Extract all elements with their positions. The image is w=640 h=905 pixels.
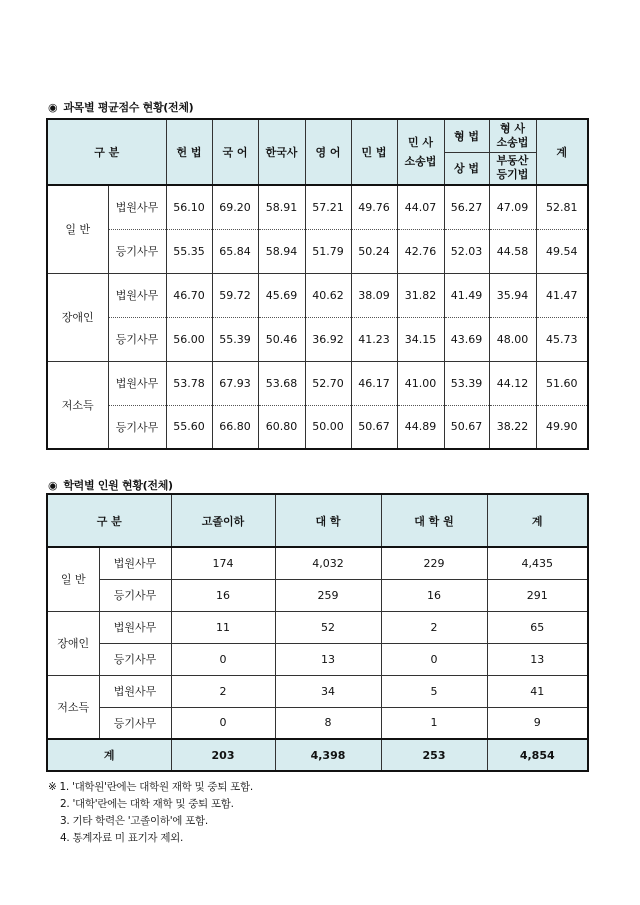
total-cell: 4,398 <box>275 739 381 771</box>
row-type: 등기사무 <box>99 707 171 739</box>
cell: 41 <box>487 675 588 707</box>
cell: 53.39 <box>444 361 489 405</box>
cell: 16 <box>171 579 275 611</box>
cell: 38.09 <box>351 273 397 317</box>
table-row <box>47 273 588 317</box>
cell: 45.69 <box>258 273 305 317</box>
cell: 52 <box>275 611 381 643</box>
header-total: 계 <box>487 494 588 547</box>
header-constitution: 헌 법 <box>166 119 212 185</box>
cell: 36.92 <box>305 317 351 361</box>
section1-title-text: 과목별 평균점수 현황(전체) <box>63 101 194 114</box>
table-row <box>47 229 588 273</box>
cell: 8 <box>275 707 381 739</box>
header-total: 계 <box>536 119 588 185</box>
cell: 55.60 <box>166 405 212 449</box>
group-label: 장애인 <box>47 611 99 675</box>
cell: 65.84 <box>212 229 258 273</box>
table-row <box>47 579 588 611</box>
footnote: 2. '대학'란에는 대학 재학 및 중퇴 포함. <box>60 798 234 810</box>
cell: 44.89 <box>397 405 444 449</box>
table-row <box>47 611 588 643</box>
header-civil-procedure <box>397 119 444 185</box>
cell: 58.94 <box>258 229 305 273</box>
section1-title <box>48 99 193 115</box>
group-label: 저소득 <box>47 361 108 449</box>
header-civil-procedure-line1: 민 사 <box>407 136 434 149</box>
cell: 43.69 <box>444 317 489 361</box>
row-type: 등기사무 <box>99 643 171 675</box>
cell: 42.76 <box>397 229 444 273</box>
cell: 34 <box>275 675 381 707</box>
total-row <box>47 739 588 771</box>
row-type: 등기사무 <box>108 317 166 361</box>
cell: 2 <box>171 675 275 707</box>
cell: 0 <box>171 643 275 675</box>
cell: 2 <box>381 611 487 643</box>
total-cell: 253 <box>381 739 487 771</box>
cell: 46.17 <box>351 361 397 405</box>
cell: 11 <box>171 611 275 643</box>
footnote: 3. 기타 학력은 '고졸이하'에 포함. <box>60 815 208 827</box>
group-label: 일 반 <box>47 547 99 611</box>
cell: 35.94 <box>489 273 536 317</box>
total-cell: 4,854 <box>487 739 588 771</box>
cell: 41.47 <box>536 273 588 317</box>
footnote: 4. 통계자료 미 표기자 제외. <box>60 832 184 844</box>
bullet-icon: ◉ <box>48 479 58 492</box>
cell: 58.91 <box>258 185 305 229</box>
header-graduate-school: 대 학 원 <box>381 494 487 547</box>
cell: 44.12 <box>489 361 536 405</box>
cell: 50.46 <box>258 317 305 361</box>
cell: 38.22 <box>489 405 536 449</box>
header-real-estate-line1: 부동산 <box>496 154 529 168</box>
row-type: 등기사무 <box>99 579 171 611</box>
cell: 60.80 <box>258 405 305 449</box>
cell: 229 <box>381 547 487 579</box>
footnote: ※ 1. '대학원'란에는 대학원 재학 및 중퇴 포함. <box>48 781 253 793</box>
group-label: 일 반 <box>47 185 108 273</box>
cell: 49.90 <box>536 405 588 449</box>
cell: 50.67 <box>351 405 397 449</box>
education-count-table <box>46 493 589 772</box>
cell: 31.82 <box>397 273 444 317</box>
header-korean: 국 어 <box>212 119 258 185</box>
cell: 48.00 <box>489 317 536 361</box>
cell: 4,032 <box>275 547 381 579</box>
cell: 59.72 <box>212 273 258 317</box>
header-criminal-law: 형 법 <box>444 119 489 152</box>
row-type: 법원사무 <box>99 547 171 579</box>
header-english: 영 어 <box>305 119 351 185</box>
group-label: 저소득 <box>47 675 99 739</box>
cell: 5 <box>381 675 487 707</box>
cell: 69.20 <box>212 185 258 229</box>
cell: 50.24 <box>351 229 397 273</box>
header-university: 대 학 <box>275 494 381 547</box>
cell: 52.81 <box>536 185 588 229</box>
cell: 45.73 <box>536 317 588 361</box>
header-criminal-procedure-line2: 소송법 <box>496 135 529 149</box>
section2-title <box>48 477 173 493</box>
cell: 13 <box>487 643 588 675</box>
cell: 13 <box>275 643 381 675</box>
cell: 55.39 <box>212 317 258 361</box>
cell: 41.23 <box>351 317 397 361</box>
header-criminal-procedure-line1: 형 사 <box>499 121 526 135</box>
cell: 67.93 <box>212 361 258 405</box>
cell: 50.00 <box>305 405 351 449</box>
subject-average-table <box>46 118 589 450</box>
row-type: 등기사무 <box>108 229 166 273</box>
cell: 44.07 <box>397 185 444 229</box>
table-row <box>47 643 588 675</box>
bullet-icon: ◉ <box>48 101 58 114</box>
cell: 0 <box>381 643 487 675</box>
table-row <box>47 405 588 449</box>
row-type: 법원사무 <box>108 185 166 229</box>
header-civil-law: 민 법 <box>351 119 397 185</box>
cell: 65 <box>487 611 588 643</box>
section2-title-text: 학력별 인원 현황(전체) <box>63 479 173 492</box>
table-row <box>47 675 588 707</box>
header-civil-procedure-line2: 소송법 <box>404 155 437 168</box>
row-type: 법원사무 <box>99 611 171 643</box>
cell: 56.27 <box>444 185 489 229</box>
footnotes <box>48 779 253 847</box>
group-label: 장애인 <box>47 273 108 361</box>
header-high-school-or-below: 고졸이하 <box>171 494 275 547</box>
total-cell: 203 <box>171 739 275 771</box>
cell: 51.60 <box>536 361 588 405</box>
cell: 4,435 <box>487 547 588 579</box>
cell: 46.70 <box>166 273 212 317</box>
cell: 16 <box>381 579 487 611</box>
cell: 1 <box>381 707 487 739</box>
cell: 40.62 <box>305 273 351 317</box>
table-row <box>47 185 588 229</box>
row-type: 법원사무 <box>99 675 171 707</box>
header-real-estate-registration <box>489 152 536 185</box>
cell: 34.15 <box>397 317 444 361</box>
total-label: 계 <box>47 739 171 771</box>
header-korean-history: 한국사 <box>258 119 305 185</box>
row-type: 등기사무 <box>108 405 166 449</box>
header-category: 구 분 <box>47 119 166 185</box>
table-row <box>47 317 588 361</box>
cell: 52.03 <box>444 229 489 273</box>
cell: 41.00 <box>397 361 444 405</box>
row-type: 법원사무 <box>108 361 166 405</box>
cell: 47.09 <box>489 185 536 229</box>
cell: 49.54 <box>536 229 588 273</box>
cell: 41.49 <box>444 273 489 317</box>
table-row <box>47 361 588 405</box>
cell: 291 <box>487 579 588 611</box>
cell: 49.76 <box>351 185 397 229</box>
header-real-estate-line2: 등기법 <box>496 168 529 182</box>
table-row <box>47 707 588 739</box>
header-category: 구 분 <box>47 494 171 547</box>
cell: 53.78 <box>166 361 212 405</box>
table-row <box>47 547 588 579</box>
cell: 55.35 <box>166 229 212 273</box>
cell: 44.58 <box>489 229 536 273</box>
cell: 0 <box>171 707 275 739</box>
cell: 51.79 <box>305 229 351 273</box>
cell: 66.80 <box>212 405 258 449</box>
header-criminal-procedure <box>489 119 536 152</box>
cell: 50.67 <box>444 405 489 449</box>
cell: 52.70 <box>305 361 351 405</box>
header-commercial-law: 상 법 <box>444 152 489 185</box>
cell: 9 <box>487 707 588 739</box>
cell: 57.21 <box>305 185 351 229</box>
row-type: 법원사무 <box>108 273 166 317</box>
cell: 259 <box>275 579 381 611</box>
cell: 56.00 <box>166 317 212 361</box>
cell: 174 <box>171 547 275 579</box>
cell: 56.10 <box>166 185 212 229</box>
cell: 53.68 <box>258 361 305 405</box>
